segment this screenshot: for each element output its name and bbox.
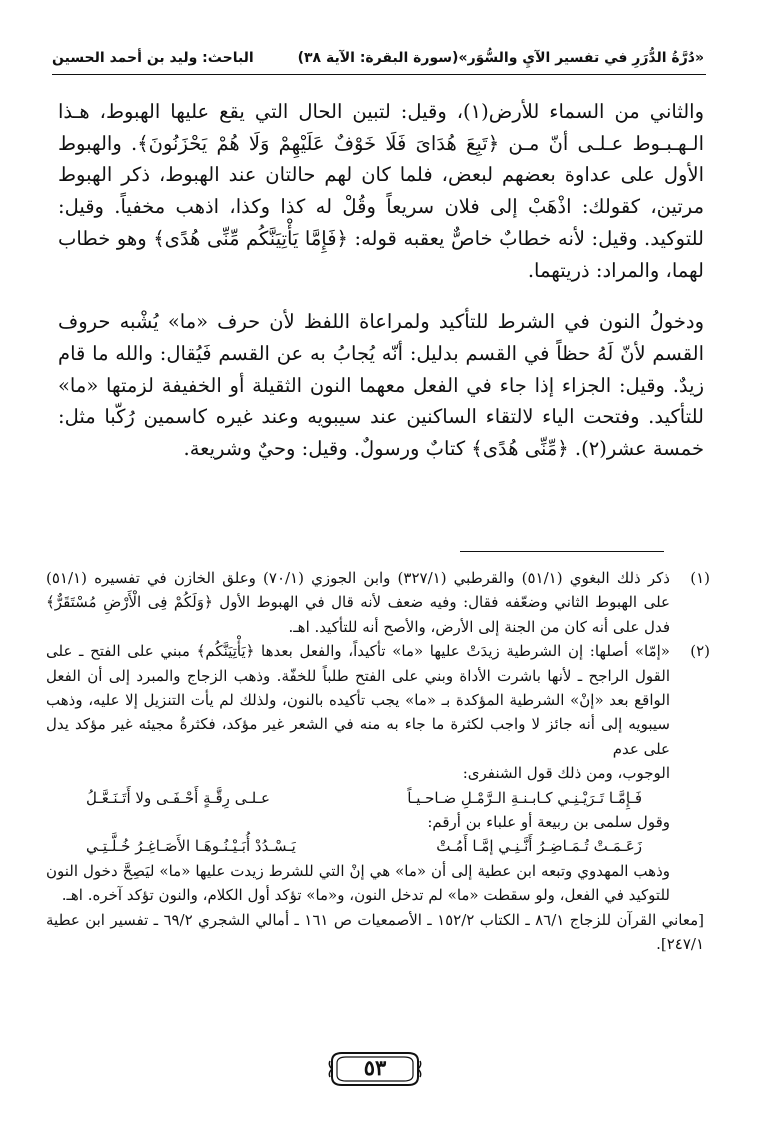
- text-line: والهبوط الأول على عداوة بعضهم لبعض، فلما كان لهم حالتان عند: [58, 131, 704, 187]
- text-line: وكذا، اذهب مخفياً. وقيل: للتوكيد. وقيل: لأنه خطابٌ خاصٌّ يعقبه: [58, 195, 705, 250]
- text-line: الثقيلة أو الخفيفة لزمتها «ما» للتأكيد. وفتحت الياء لالتقاء الساكنين عند: [58, 373, 704, 429]
- book-title: «دُرَّةُ الدُّرَرِ في تفسير الآيِ والسُّوَر»: [458, 50, 704, 66]
- page-number: ٥٣: [363, 1055, 387, 1080]
- paragraph-2: [58, 306, 704, 465]
- text-line: حروف القسم لأنّ لَهُ حظاً في القسم بدليل: أنّه يُجابُ به عن القسم: [58, 310, 704, 365]
- author-name: الباحث: وليد بن أحمد الحسين: [52, 50, 254, 66]
- footnote-line: وقول سلمى بن ربيعة أو علباء بن أرقم:: [427, 813, 670, 832]
- verse-second-hemistich: عـلـى رِقَّـةٍ أَحْـفَـى ولا أَتَـنَـعَّـلُ: [86, 788, 270, 807]
- footnote-line: تفسيره (٥١/١) على الهبوط الثاني وضعّفه فقال: وفيه ضعف لأنه قال في الهبوط الأول: [46, 569, 670, 612]
- running-header: [52, 46, 704, 72]
- references: [46, 908, 710, 957]
- verse-second-hemistich: يَـسْـدُدْ أُبَـيْـنُـوهَـا الأَصَـاغِـرُ خُـلَّـتِـي: [86, 837, 296, 856]
- surah-reference: (سورة البقرة: الآية ٣٨): [297, 50, 459, 66]
- text-line: فَيُقال: والله ما قام زيدٌ. وقيل: الجزاء إذا جاء في الفعل معهما النون: [58, 341, 704, 397]
- text-line: ورسولٌ. وقيل: وحيٌ وشريعة.: [183, 437, 420, 461]
- text-line: والثاني من السماء للأرض(١)، وقيل: لتبين الحال التي يقع عليها الهبوط،: [99, 100, 705, 123]
- footnote-line: تأكيده بالنون، ولذلك لم يأت التنزيل إلا عليه، وذهب سيبويه إلى أنه جائز لا واجب: [46, 691, 670, 734]
- footnote-2: [46, 639, 710, 907]
- poetry-verse-2: [46, 834, 670, 858]
- page-number-ornament: [328, 1049, 422, 1089]
- footnote-line: ﴿وَلَكُمْ فِى الْأَرْضِ مُسْتَقَرٌّ﴾ فدل على أنه كان من الجنة إلى الأرض، والأصح أنه للتأكيد. اهـ.: [46, 593, 670, 636]
- footnote-line: ليَصِحَّ دخول النون للتوكيد في الفعل، ولو سقطت «ما» لم تدخل النون، و«ما» تؤكد: [46, 861, 670, 905]
- footnote-1: [46, 566, 710, 639]
- footnote-line: أول الكلام، والنون تؤكد آخره. اهـ.: [61, 886, 270, 905]
- footnote-number: (١): [690, 569, 710, 587]
- reference-line: الشجري ٦٩/٢ ـ تفسير ابن عطية ٢٤٧/١].: [46, 910, 704, 954]
- text-line: ودخولُ النون في الشرط للتأكيد ولمراعاة اللفظ لأن حرف «ما» يُشْبه: [119, 310, 705, 334]
- text-line: هـذا الـهـبـوط عـلـى أنّ مـن ﴿تَبِعَ هُدَاىَ فَلَا خَوْفٌ عَلَيْهِمْ وَلَا هُمْ يَحْزَنُونَ﴾.: [58, 100, 705, 155]
- poetry-verse-1: [46, 786, 670, 810]
- verse-first-hemistich: فَـإِمَّـا تَـرَيْـنِـي كـابـنـةِ الـرَّمْـلِ ضـاحـيـاً: [407, 788, 642, 807]
- footnotes: [46, 566, 710, 957]
- verse-first-hemistich: زَعَـمَـتْ تُـمَـاضِـرُ أَنَّـنِـي إمَّـا أَمُـتْ: [436, 837, 642, 856]
- footnote-line: الوجوب، ومن ذلك قول الشنفرى:: [462, 764, 670, 783]
- text-line: الهبوط، ذكر الهبوط مرتين، كقولك: اذْهَبْ إلى فلان سريعاً وقُلْ له كذا: [58, 163, 705, 219]
- footnote-line: «إمّا» أصلها: إن الشرطية زيدَتْ عليها «ما» تأكيداً، والفعل بعدها ﴿يَأْتِيَنَّكُم﴾ مبني: [160, 642, 670, 661]
- footnote-line: وذهب المهدوي وتبعه ابن عطية إلى أن «ما» هي إنْ التي للشرط زيدت عليها «ما»: [159, 861, 670, 880]
- footnote-line: ذكر ذلك البغوي (٥١/١) والقرطبي (٣٢٧/١) وابن الجوزي (٧٠/١) وعلق الخازن في: [147, 569, 670, 587]
- paragraph-1: [58, 96, 704, 286]
- reference-line: [معاني القرآن للزجاج ٨٦/١ ـ الكتاب ١٥٢/٢ ـ الأصمعيات ص ١٦١ ـ أمالي: [255, 910, 704, 929]
- footnote-line: لكثرة ما جاء به منه في الشعر غير مؤكد، فكثرةُ مجيئه غير مؤكد يدل على عدم: [46, 715, 670, 758]
- footnote-number: (٢): [690, 642, 710, 661]
- main-text: [58, 96, 704, 465]
- text-line: سيبويه وعند غيره كاسمين رُكّبا مثل: خمسة عشر(٢). ﴿مِّنِّى هُدًى﴾ كتابٌ: [58, 405, 704, 461]
- footnote-separator: [460, 551, 664, 552]
- footnote-line: على الفتح ـ على القول الراجح ـ لأنها باشرت الأداة وبني على الفتح طلباً للخفّة.: [46, 642, 670, 685]
- footnote-line: وذهب الزجاج والمبرد إلى أن الفعل الواقع بعد «إنْ» الشرطية المؤكدة بـ «ما» يجب: [46, 666, 670, 710]
- text-line: قوله: ﴿فَإِمَّا يَأْتِيَنَّكُم مِّنِّى هُدًى﴾ وهو خطاب لهما، والمراد: ذريتهما.: [58, 226, 704, 282]
- header-rule: [52, 74, 706, 75]
